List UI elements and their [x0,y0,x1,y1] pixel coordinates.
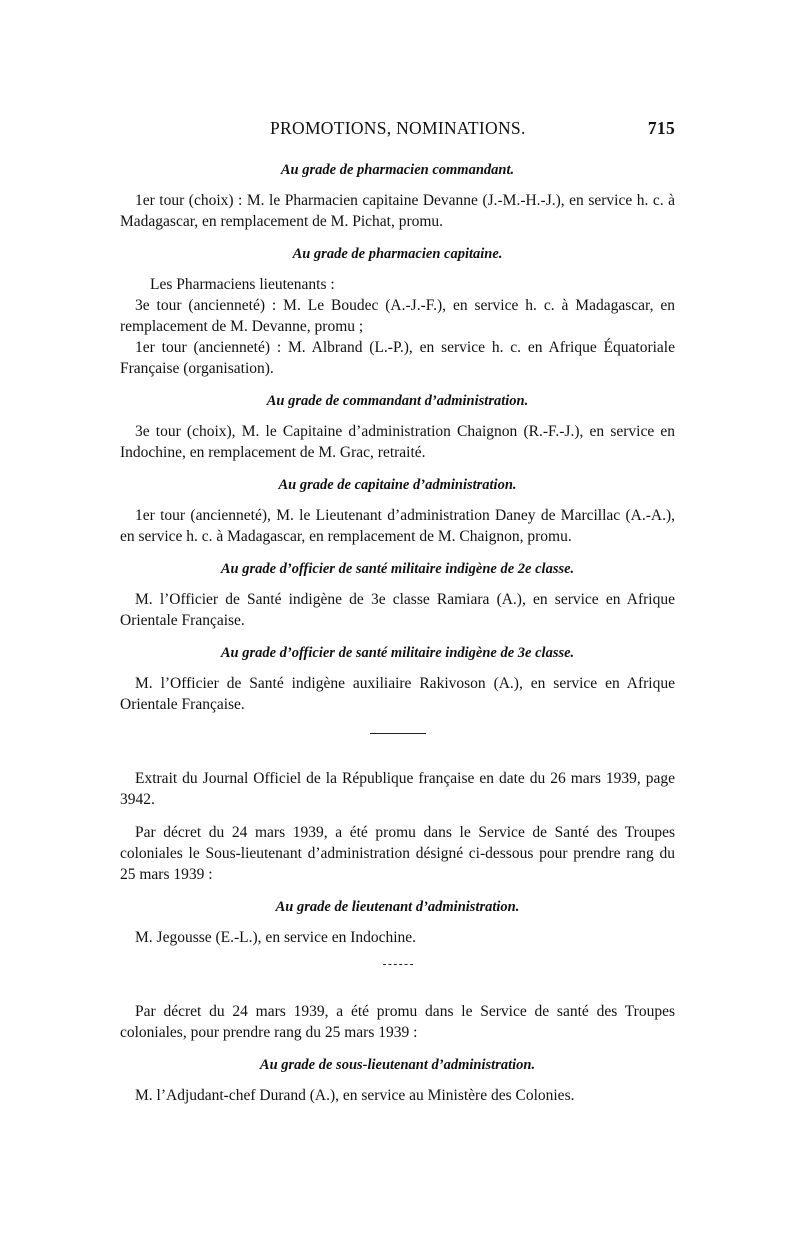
paragraph-decree: Par décret du 24 mars 1939, a été promu dans le Service de santé des Troupes coloniales, pour prendre rang du 25 mars 1939 : [120,1003,675,1041]
section-heading: Au grade d’officier de santé militaire indigène de 2e classe. [220,561,575,577]
section-heading: Au grade de pharmacien commandant. [280,162,515,178]
paragraph-decree: Par décret du 24 mars 1939, a été promu dans le Service de Santé des Troupes coloniales le Sous-lieutenant d’administration désigné ci-dessous pour prendre rang du 25 mars 1939 : [120,824,675,883]
paragraph: M. l’Officier de Santé indigène auxiliaire Rakivoson (A.), en service en Afrique Orientale Française. [120,675,675,713]
page-number: 715 [647,118,675,138]
paragraph: M. Jegousse (E.-L.), en service en Indochine. [135,929,417,946]
section-heading: Au grade d’officier de santé militaire indigène de 3e classe. [220,645,575,661]
paragraph: M. l’Officier de Santé indigène de 3e classe Ramiara (A.), en service en Afrique Orientale Française. [120,591,675,629]
section-heading: Au grade de sous-lieutenant d’administration. [259,1057,536,1073]
paragraph: 1er tour (ancienneté) : M. Albrand (L.-P.), en service h. c. en Afrique Équatoriale Française (organisation). [120,339,675,377]
separator-rule [370,733,426,734]
paragraph: M. l’Adjudant-chef Durand (A.), en service au Ministère des Colonies. [135,1087,575,1104]
separator-rule [383,964,413,965]
paragraph: 3e tour (choix), M. le Capitaine d’administration Chaignon (R.-F.-J.), en service en Indochine, en remplacement de M. Grac, retraité. [120,423,675,461]
section-heading: Au grade de commandant d’administration. [266,393,529,409]
paragraph-intro: Les Pharmaciens lieutenants : [150,276,335,293]
section-heading: Au grade de lieutenant d’administration. [275,899,520,915]
section-block [120,274,675,379]
page-header [120,118,675,142]
page-content [120,160,675,1118]
paragraph-extract: Extrait du Journal Officiel de la République française en date du 26 mars 1939, page 3942. [120,770,675,808]
section-heading: Au grade de pharmacien capitaine. [292,246,503,262]
section-heading: Au grade de capitaine d’administration. [278,477,517,493]
paragraph: 1er tour (ancienneté), M. le Lieutenant d’administration Daney de Marcillac (A.-A.), en service h. c. à Madagascar, en remplacement de M. Chaignon, promu. [120,507,675,545]
paragraph: 3e tour (ancienneté) : M. Le Boudec (A.-J.-F.), en service h. c. à Madagascar, en remplacement de M. Devanne, promu ; [120,297,675,335]
running-title: PROMOTIONS, NOMINATIONS. [270,118,526,138]
paragraph: 1er tour (choix) : M. le Pharmacien capitaine Devanne (J.-M.-H.-J.), en service h. c. à Madagascar, en remplacement de M. Pichat, promu. [120,192,675,230]
